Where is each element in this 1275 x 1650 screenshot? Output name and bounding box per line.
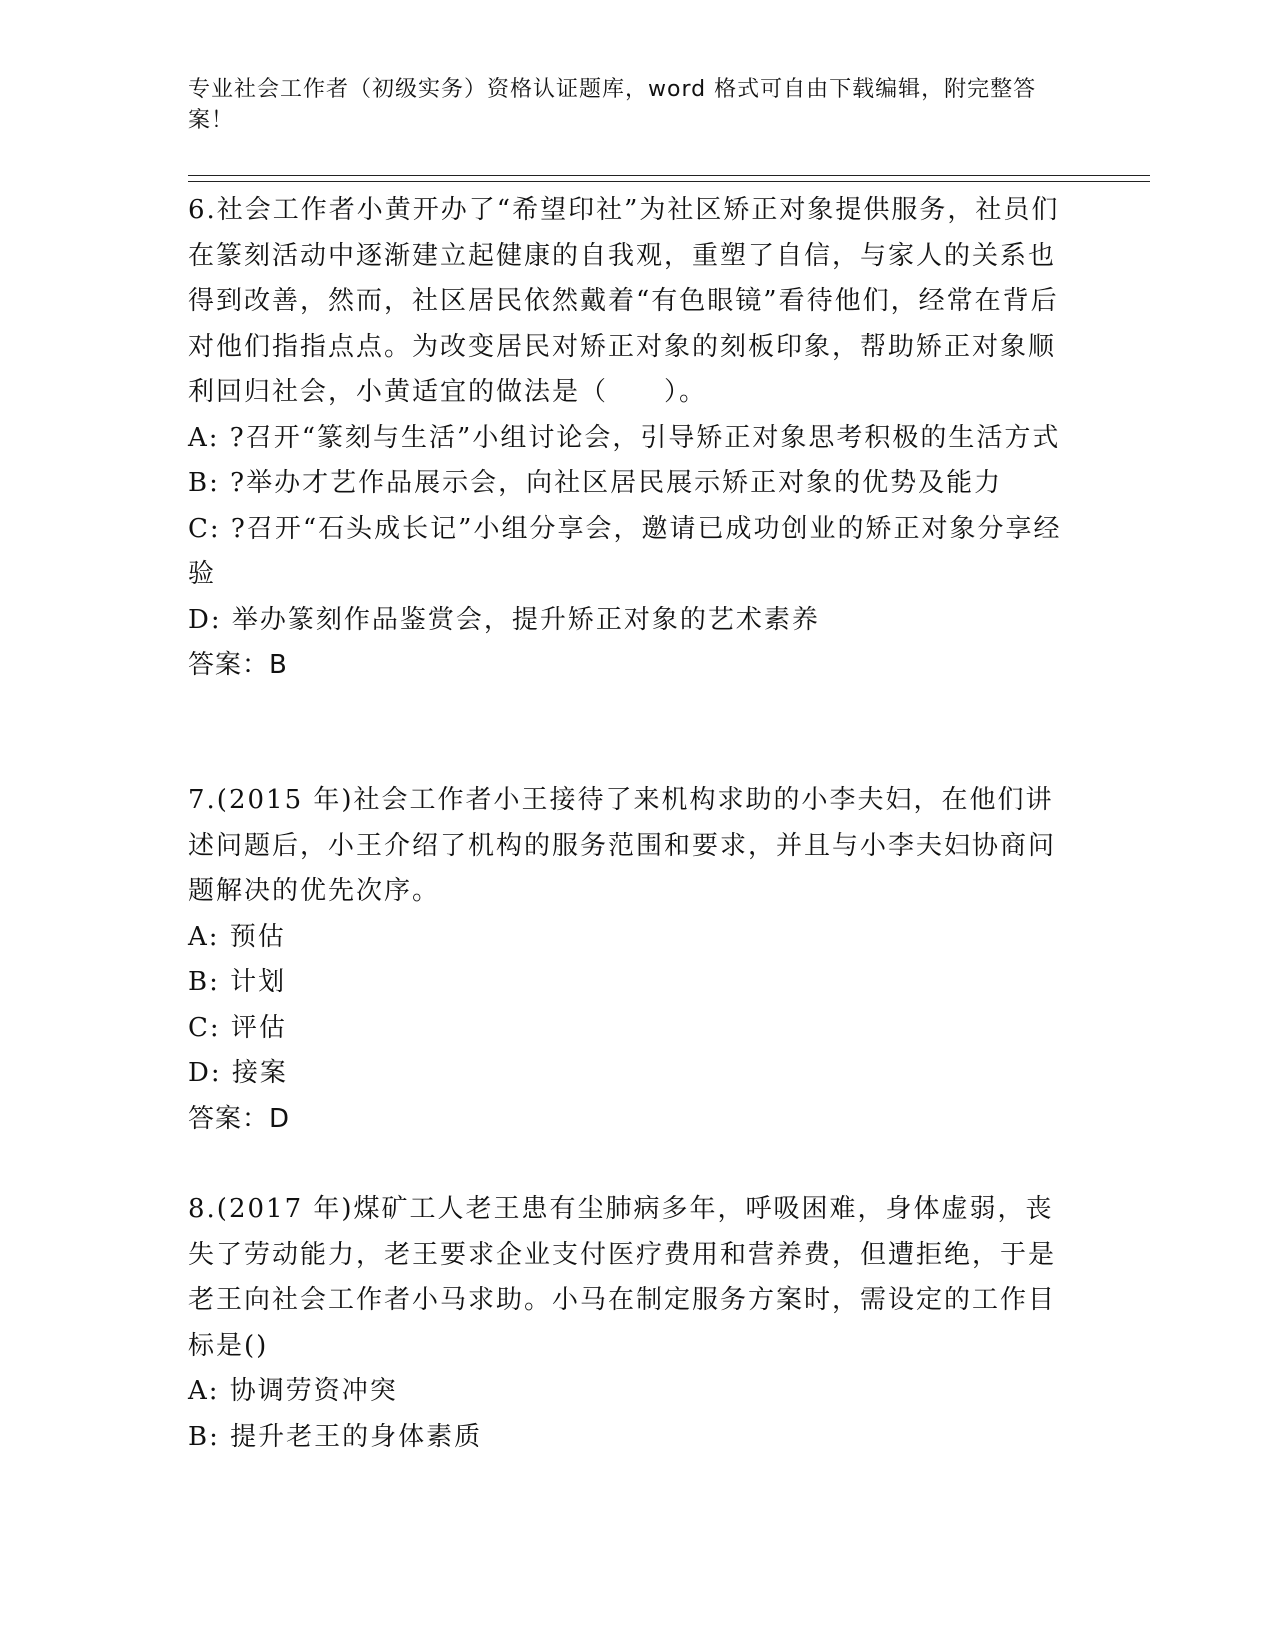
option-d: D: 举办篆刻作品鉴赏会，提升矫正对象的艺术素养 bbox=[188, 604, 820, 635]
question-text: 6.社会工作者小黄开办了“希望印社”为社区矫正对象提供服务，社员们在篆刻活动中逐渐建立起健康的自我观，重塑了自信，与家人的关系也得到改善，然而，社区居民依然戴着“有色眼镜”看待他们，经常在背后对他们指指点点。为改变居民对矫正对象的刻板印象，帮助矫正对象顺利回归社会，小黄适宜的做法是（ ）。 bbox=[188, 195, 1060, 407]
option-c: C: ?召开“石头成长记”小组分享会，邀请已成功创业的矫正对象分享经验 bbox=[188, 513, 1062, 589]
option-a: A: ?召开“篆刻与生活”小组讨论会，引导矫正对象思考积极的生活方式 bbox=[188, 422, 1061, 453]
option-b: B: ?举办才艺作品展示会，向社区居民展示矫正对象的优势及能力 bbox=[188, 468, 1003, 498]
question-6 bbox=[188, 188, 1068, 689]
header-divider-bottom bbox=[188, 181, 1150, 182]
answer: 答案：D bbox=[188, 1103, 291, 1134]
answer: 答案：B bbox=[188, 650, 288, 680]
option-c: C: 评估 bbox=[188, 1012, 287, 1043]
question-7 bbox=[188, 778, 1068, 1142]
header-divider-top bbox=[188, 175, 1150, 176]
option-a: A: 协调劳资冲突 bbox=[188, 1376, 398, 1406]
option-d: D: 接案 bbox=[188, 1058, 288, 1088]
option-b: B: 提升老王的身体素质 bbox=[188, 1421, 483, 1452]
document-header: 专业社会工作者（初级实务）资格认证题库，word 格式可自由下载编辑，附完整答案！ bbox=[188, 77, 1037, 133]
option-a: A: 预估 bbox=[188, 921, 286, 952]
question-text: 7.(2015 年)社会工作者小王接待了来机构求助的小李夫妇，在他们讲述问题后，小王介绍了机构的服务范围和要求，并且与小李夫妇协商问题解决的优先次序。 bbox=[188, 785, 1057, 906]
question-text: 8.(2017 年)煤矿工人老王患有尘肺病多年，呼吸困难，身体虚弱，丧失了劳动能力，老王要求企业支付医疗费用和营养费，但遭拒绝，于是老王向社会工作者小马求助。小马在制定服务方案时，需设定的工作目标是() bbox=[188, 1194, 1057, 1361]
question-8 bbox=[188, 1187, 1068, 1460]
option-b: B: 计划 bbox=[188, 967, 287, 997]
